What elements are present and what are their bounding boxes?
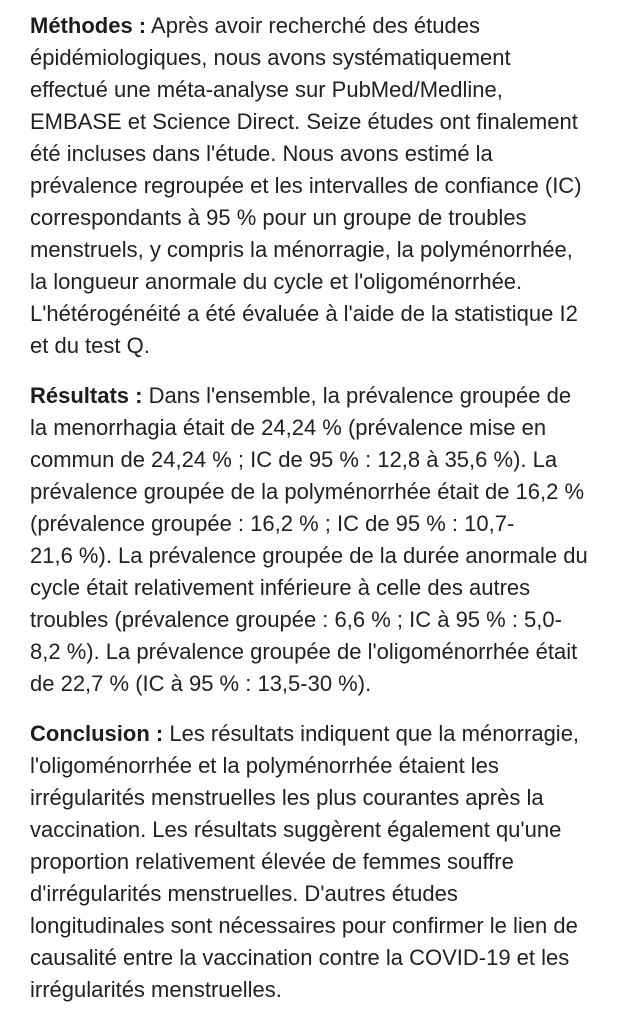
section-text-methodes: Après avoir recherché des études épidémiologiques, nous avons systématiquement effectué une méta-analyse sur PubMed/Medline, EMBASE et Science Direct. Seize études ont finalement été incluses dans l'étude. Nous avons estimé la prévalence regroupée et les intervalles de confiance (IC) correspondants à 95 % pour un groupe de troubles menstruels, y compris la ménorragie, la polyménorrhée, la longueur anormale du cycle et l'oligoménorrhée. L'hétérogénéité a été évaluée à l'aide de la statistique I2 et du test Q. (30, 13, 582, 358)
section-text-conclusion: Les résultats indiquent que la ménorragie, l'oligoménorrhée et la polyménorrhée étaient les irrégularités menstruelles les plus courantes après la vaccination. Les résultats suggèrent également qu'une proportion relativement élevée de femmes souffre d'irrégularités menstruelles. D'autres études longitudinales sont nécessaires pour confirmer le lien de causalité entre la vaccination contre la COVID-19 et les irrégularités menstruelles. (30, 721, 580, 1002)
abstract-text-block (30, 10, 590, 1006)
section-resultats (30, 380, 590, 700)
section-label-methodes: Méthodes : (30, 13, 147, 38)
section-text-resultats: Dans l'ensemble, la prévalence groupée de la menorrhagia était de 24,24 % (prévalence mise en commun de 24,24 % ; IC de 95 % : 12,8 à 35,6 %). La prévalence groupée de la polyménorrhée était de 16,2 % (prévalence groupée : 16,2 % ; IC de 95 % : 10,7-21,6 %). La prévalence groupée de la durée anormale du cycle était relativement inférieure à celle des autres troubles (prévalence groupée : 6,6 % ; IC à 95 % : 5,0-8,2 %). La prévalence groupée de l'oligoménorrhée était de 22,7 % (IC à 95 % : 13,5-30 %). (30, 383, 588, 696)
section-label-resultats: Résultats : (30, 383, 143, 408)
section-methodes (30, 10, 590, 362)
section-conclusion (30, 718, 590, 1006)
section-label-conclusion: Conclusion : (30, 721, 164, 746)
